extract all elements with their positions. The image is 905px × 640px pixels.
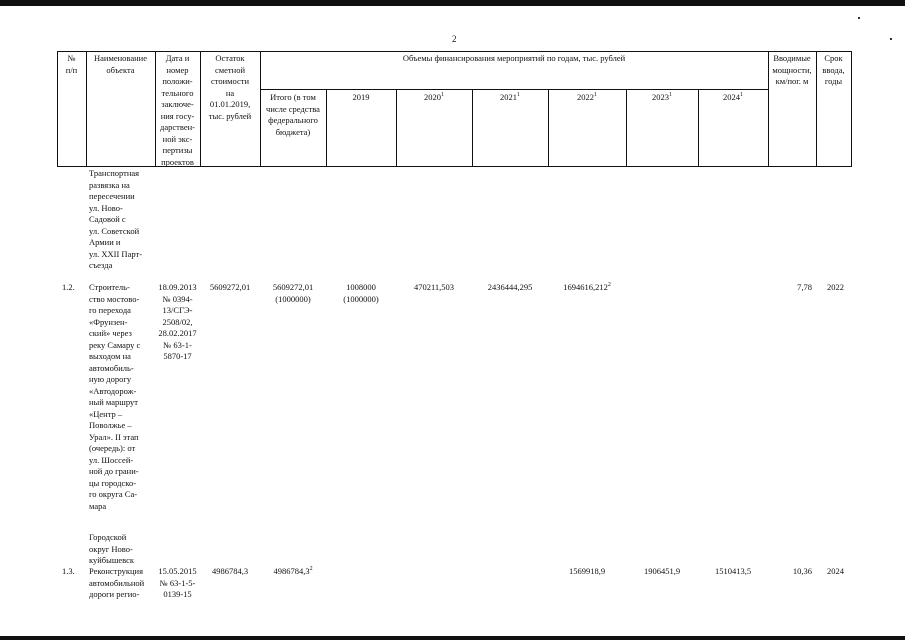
object-name-continued: Транспортная развязка на пересечении ул. Ново- Садовой с ул. Советской Армии и ул. XXII Парт- съезда (89, 168, 143, 270)
section-name: Городской округ Ново- куйбышевск (89, 532, 135, 565)
header-year: 2020$^1$ (424, 92, 444, 102)
year-2021-value: 2436444,295 (487, 282, 533, 292)
scan-speck (858, 17, 860, 19)
header-year: 2023$^1$ (652, 92, 672, 102)
capacity-value: 7,78 (797, 282, 812, 292)
year-2020-value: 470211,503 (413, 282, 455, 292)
year-2022-value: 1694616,212$^2$ (563, 282, 611, 292)
header-year: 2022$^1$ (577, 92, 597, 102)
year-2022-value: 1569918,9 (568, 566, 606, 576)
expertise-date: 15.05.2015 № 63-1-5- 0139-15 (158, 566, 197, 599)
capacity-value: 10,36 (792, 566, 812, 576)
header-capacity: Вводимые мощности, км/пог. м (772, 53, 812, 86)
total-value: 4986784,3$^2$ (273, 566, 313, 576)
scan-speck (890, 38, 892, 40)
remainder-value: 4986784,3 (211, 566, 249, 576)
year-2019-value: 1008000 (1000000) (343, 282, 379, 304)
header-year: 2019 (352, 92, 370, 102)
remainder-value: 5609272,01 (209, 282, 251, 292)
expertise-date: 18.09.2013 № 0394- 13/СГЭ- 2508/02, 28.02.2017 № 63-1- 5870-17 (158, 282, 197, 361)
header-term: Срок ввода, годы (822, 53, 845, 86)
page-number: 2 (452, 34, 457, 44)
object-name: Строитель- ство мостово- го перехода «Фрунзен- ский» через реку Самару с выходом на автомобиль- ную дорогу «Автодорож- ный маршрут «Центр – Поволжье – Урал». II этап (очередь): от ул. Шоссей- ной до грани- цы городско- го округа Са- мара (89, 282, 141, 511)
header-num: № п/п (65, 53, 78, 75)
object-name: Реконструкция автомобильной дороги регио- (89, 566, 145, 599)
header-total: Итого (в том числе средства федерального бюджета) (266, 92, 320, 137)
year-2023-value: 1906451,9 (643, 566, 681, 576)
scan-top-border (0, 0, 905, 6)
year-2024-value: 1510413,5 (714, 566, 752, 576)
header-funding-group: Объемы финансирования мероприятий по годам, тыс. рублей (402, 53, 626, 63)
header-year: 2021$^1$ (500, 92, 520, 102)
header-year: 2024$^1$ (723, 92, 743, 102)
header-remainder: Остаток сметной стоимости на 01.01.2019, тыс. рублей (208, 53, 252, 121)
row-number: 1.3. (62, 566, 75, 576)
header-expertise-date: Дата и номер положи- тельного заключе- ния госу- дарствен- ной экс- пертизы проектов (160, 53, 195, 167)
total-value: 5609272,01 (1000000) (272, 282, 314, 304)
scan-bottom-border (0, 636, 905, 640)
term-value: 2024 (827, 566, 844, 576)
row-number: 1.2. (62, 282, 75, 292)
term-value: 2022 (827, 282, 844, 292)
header-name: Наименование объекта (94, 53, 147, 75)
